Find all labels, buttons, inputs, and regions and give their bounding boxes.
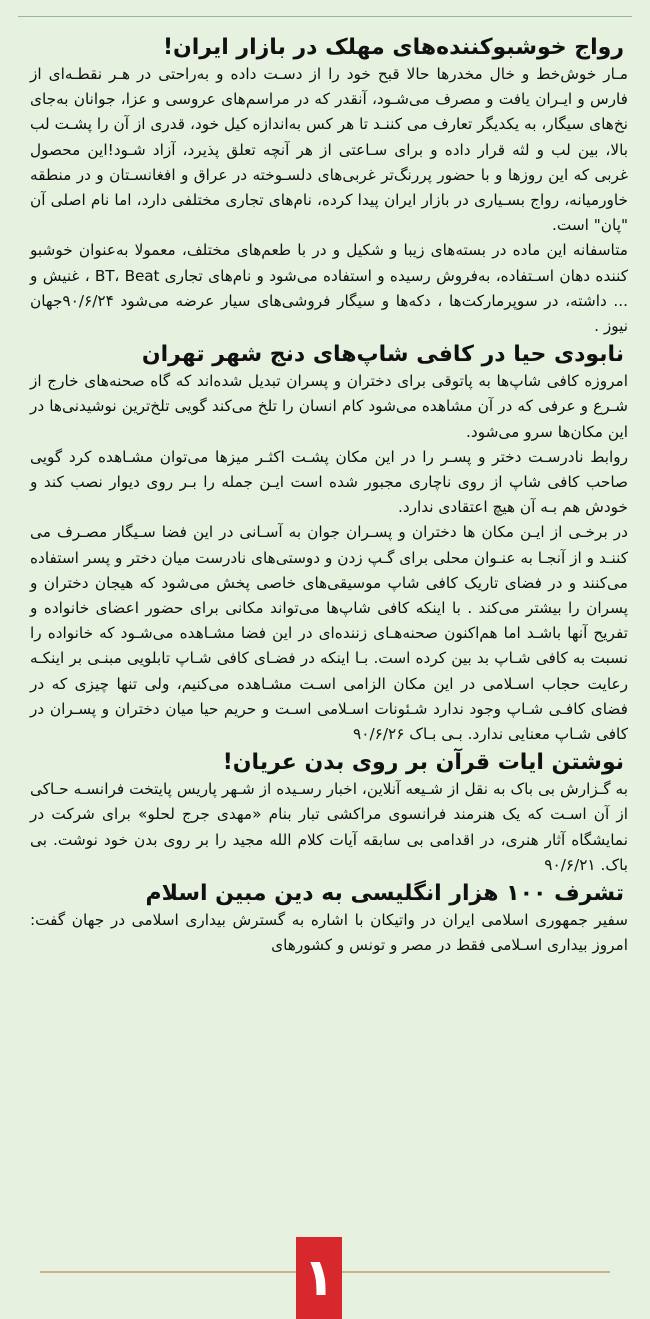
article-1-title: رواج خوشبوکننده‌های مهلک در بازار ایران! <box>162 35 624 60</box>
article-3 <box>30 749 628 878</box>
article-2-title: نابودی حیا در کافی شاپ‌های دنج شهر تهران <box>141 342 624 368</box>
article-2-paragraph-1: امروزه کافی شاپ‌ها به پاتوقی برای دختران و پسران تبدیل شده‌اند که گاه صحنه‌های خارج از شـرع و عرفی که در آن مشاهده می‌شود کام انسان را تلخ می‌کند گویی تلخ‌ترین نوشیدنی‌ها در این مکان‌ها سرو می‌شود. <box>30 372 628 441</box>
article-1-paragraph-1: مـار خوش‌خط و خال مخدرها حالا قبح خود را از دسـت داده و به‌راحتی در هـر نقطـه‌ای از فارس و ایـران یافت و مصرف می‌شـود، آنقدر که در مراسم‌های عروسی و عزا، جوانان به‌جای نخ‌های سیگار، به یکدیگر تعارف می‌ کننـد تا هر کس به‌اندازه کیل خود، قدری از آن را پشـت لب بالا، بین لب و لثه قرار داده و برای سـاعتی از هر آنچه تعلق پذیرد، آزاد شـود!این محصول غربی که این روزها و با حضور پررنگ‌تر غربی‌های دلسـوخته در عراق و افغانسـتان و در منطقه خاورمیانه، رواج بسـیاری در بازار ایران پیدا کرده، نام‌های تجاری مختلفی دارد، اما نام اصلی آن "پان" است. <box>30 65 628 235</box>
article-3-paragraph-1: به گـزارش بی باک به نقل از شـیعه آنلاین، اخبار رسـیده از شـهر پاریس پایتخت فرانسـه حـاکی از آن اسـت که یک هنرمند فرانسوی مراکشی تبار بنام «مهدی جرج لحلو» برای شرکت در نمایشگاه آثار هنری، در اقدامی بی سابقه آیات کلام الله مجید را بر روی بدن خود نوشت. بی باک. ۹۰/۶/۲۱ <box>30 780 628 874</box>
article-2-paragraph-2: روابط نادرسـت دختر و پسـر را در این مکان پشـت اکثـر میزها می‌توان مشـاهده کرد گویی صاحب کافی شاپ از روی ناچاری مجبور شده است ایـن جمله را بـر روی دیوار نصب کند و خودش هم بـه آن هیچ اعتقادی ندارد. <box>30 447 628 517</box>
top-divider <box>18 16 632 17</box>
article-2 <box>30 341 628 747</box>
article-1 <box>30 34 628 339</box>
article-2-paragraph-3: در برخـی از ایـن مکان ها دختران و پسـران جوان به آسـانی در این فضا سـیگار مصـرف می‌ کننـد و از آنجـا به عنـوان محلی برای گـپ زدن و دوستی‌های نادرست میان دختر و پسر استفاده می‌کنند و در فضای تاریک کافی شاپ موسیقی‌های خاصی پخش می‌شود که هیجان دختران و پسران را بیشتر می‌کند . با اینکه کافی شاپ‌ها می‌تواند مکانی برای حضور اعضای خانواده و تفریح آنها باشـد اما هم‌اکنون صحنه‌هـای زننده‌ای در این فضا مشـاهده می‌شـود که خانواده را نسبت به کافی شـاپ بد بین کرده است. بـا اینکه در فضـای کافی شـاپ تابلویی مبنـی بر اینکـه رعایت حجاب اسـلامی در این مکان الزامی اسـت مشـاهده می‌کنیم، ولی تنها چیزی که در فضای کافـی شـاپ وجود ندارد شـئونات اسـلامی اسـت و حریم حیا میان دختران و پسـران در کافی شـاپ معنایی ندارد. بـی بـاک ۹۰/۶/۲۶ <box>30 523 628 744</box>
article-1-paragraph-2: متاسفانه این ماده در بسته‌های زیبا و شکیل و در با طعم‌های مختلف، معمولا به‌عنوان خوشبو کننده دهان اسـتفاده، به‌فروش رسیده و استفاده می‌شود و نام‌های تجاری BT، Beat ، غنیش و ... داشته، در سوپرمارکت‌ها ، دکه‌ها و سیگار فروشی‌های سیار عرضه می‌شود ۹۰/۶/۲۴جهان نیوز . <box>30 241 628 336</box>
article-column <box>30 34 628 959</box>
article-4-title: تشرف ۱۰۰ هزار انگلیسی به دین مبین اسلام <box>145 881 624 907</box>
page-footer <box>0 1233 650 1319</box>
article-4 <box>30 880 628 958</box>
article-3-title: نوشتن ایات قرآن بر روی بدن عریان! <box>222 750 624 776</box>
page-number-badge: ۱ <box>296 1237 342 1319</box>
article-4-paragraph-1: سفیر جمهوری اسلامی ایران در واتیکان با اشاره به گسترش بیداری اسلامی در جهان گفت: امروز بیداری اسـلامی فقط در مصر و تونس و کشورهای <box>30 911 628 955</box>
